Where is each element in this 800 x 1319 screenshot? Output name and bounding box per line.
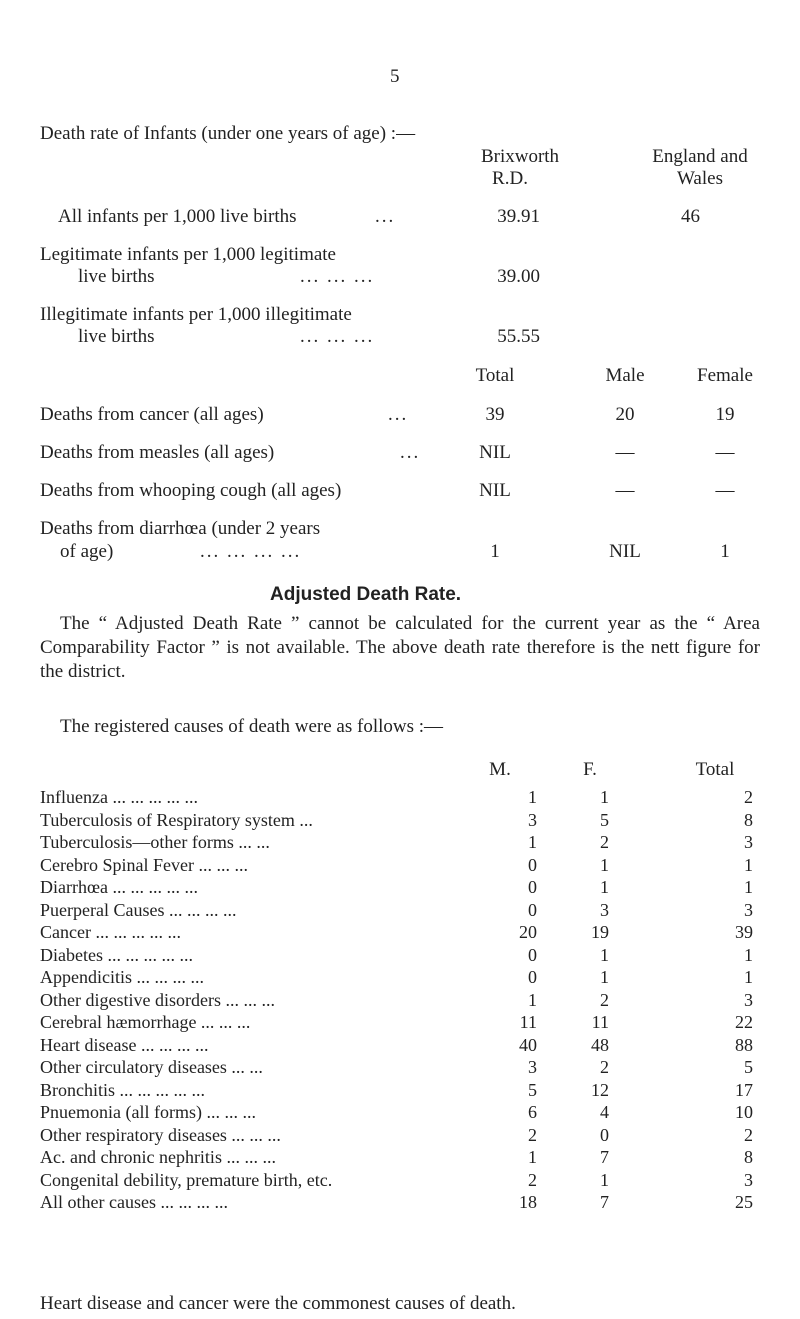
diarrhoea-female: 1: [720, 541, 730, 562]
cause-total: 8: [744, 1147, 753, 1167]
cause-total: 3: [744, 1170, 753, 1190]
adjusted-heading: Adjusted Death Rate.: [270, 584, 462, 605]
cause-label: Heart disease ... ... ... ...: [40, 1035, 209, 1055]
cause-total: 22: [735, 1012, 753, 1032]
deaths-row-label: Deaths from cancer (all ages): [40, 404, 264, 425]
deaths-row-female: —: [715, 442, 735, 463]
cause-total: 1: [744, 945, 753, 965]
cause-label: Diabetes ... ... ... ... ...: [40, 945, 193, 965]
cause-f: 19: [591, 922, 609, 942]
illegitimate-brixworth: 55.55: [497, 326, 540, 347]
cause-label: Bronchitis ... ... ... ... ...: [40, 1080, 205, 1100]
cause-m: 1: [528, 1147, 537, 1167]
cause-m: 2: [528, 1125, 537, 1145]
cause-label: Tuberculosis—other forms ... ...: [40, 832, 270, 852]
causes-header-total: Total: [695, 759, 735, 780]
all-infants-dots: ...: [375, 206, 396, 227]
cause-total: 3: [744, 900, 753, 920]
infant-section-title: Death rate of Infants (under one years of age) :—: [40, 123, 416, 144]
illegitimate-label-line1: Illegitimate infants per 1,000 illegitimate: [40, 304, 352, 325]
cause-f: 1: [600, 787, 609, 807]
deaths-header-total: Total: [475, 365, 515, 386]
cause-label: Appendicitis ... ... ... ...: [40, 967, 204, 987]
all-infants-label: All infants per 1,000 live births: [58, 206, 297, 227]
illegitimate-label-line2: live births: [78, 326, 155, 347]
cause-f: 1: [600, 1170, 609, 1190]
deaths-row-label: Deaths from whooping cough (all ages): [40, 480, 342, 501]
cause-f: 1: [600, 945, 609, 965]
diarrhoea-label-line2: of age): [60, 541, 114, 562]
cause-label: Ac. and chronic nephritis ... ... ...: [40, 1147, 276, 1167]
cause-f: 1: [600, 967, 609, 987]
cause-m: 40: [519, 1035, 537, 1055]
cause-total: 3: [744, 832, 753, 852]
cause-f: 12: [591, 1080, 609, 1100]
adjusted-paragraph: The “ Adjusted Death Rate ” cannot be calculated for the current year as the “ Area Comparability Factor ” is not available. The above death rate therefore is the nett figure for the district.: [40, 613, 760, 682]
cause-total: 25: [735, 1192, 753, 1212]
deaths-row-total: NIL: [479, 480, 511, 501]
cause-label: All other causes ... ... ... ...: [40, 1192, 228, 1212]
illegitimate-dots: ... ... ...: [300, 326, 375, 347]
cause-total: 8: [744, 810, 753, 830]
cause-label: Cerebro Spinal Fever ... ... ...: [40, 855, 248, 875]
deaths-row-dots: ...: [388, 404, 409, 425]
deaths-header-female: Female: [697, 365, 753, 386]
cause-f: 4: [600, 1102, 609, 1122]
cause-f: 7: [600, 1147, 609, 1167]
cause-m: 18: [519, 1192, 537, 1212]
cause-m: 0: [528, 900, 537, 920]
cause-f: 2: [600, 1057, 609, 1077]
cause-m: 3: [528, 810, 537, 830]
all-infants-england: 46: [681, 206, 700, 227]
cause-total: 1: [744, 877, 753, 897]
cause-f: 11: [591, 1012, 609, 1032]
deaths-row-male: —: [615, 442, 635, 463]
cause-m: 0: [528, 877, 537, 897]
cause-m: 2: [528, 1170, 537, 1190]
cause-label: Tuberculosis of Respiratory system ...: [40, 810, 313, 830]
legitimate-label-line1: Legitimate infants per 1,000 legitimate: [40, 244, 336, 265]
diarrhoea-dots: ... ... ... ...: [200, 541, 302, 562]
all-infants-brixworth: 39.91: [497, 206, 540, 227]
cause-total: 3: [744, 990, 753, 1010]
england-header-line1: England and: [652, 146, 748, 167]
brixworth-header-line2: R.D.: [492, 168, 528, 189]
deaths-row-total: NIL: [479, 442, 511, 463]
causes-header-m: M.: [489, 759, 511, 780]
cause-m: 5: [528, 1080, 537, 1100]
cause-total: 1: [744, 967, 753, 987]
diarrhoea-total: 1: [490, 541, 500, 562]
cause-f: 48: [591, 1035, 609, 1055]
cause-f: 1: [600, 877, 609, 897]
cause-f: 2: [600, 832, 609, 852]
cause-f: 3: [600, 900, 609, 920]
legitimate-label-line2: live births: [78, 266, 155, 287]
causes-header-f: F.: [583, 759, 597, 780]
cause-m: 6: [528, 1102, 537, 1122]
cause-f: 1: [600, 855, 609, 875]
diarrhoea-label-line1: Deaths from diarrhœa (under 2 years: [40, 518, 321, 539]
cause-label: Pnuemonia (all forms) ... ... ...: [40, 1102, 256, 1122]
cause-m: 1: [528, 787, 537, 807]
cause-total: 1: [744, 855, 753, 875]
deaths-row-female: —: [715, 480, 735, 501]
cause-label: Influenza ... ... ... ... ...: [40, 787, 198, 807]
cause-f: 2: [600, 990, 609, 1010]
diarrhoea-male: NIL: [609, 541, 641, 562]
cause-total: 88: [735, 1035, 753, 1055]
cause-label: Cancer ... ... ... ... ...: [40, 922, 181, 942]
cause-label: Other respiratory diseases ... ... ...: [40, 1125, 281, 1145]
cause-total: 17: [735, 1080, 753, 1100]
cause-label: Other digestive disorders ... ... ...: [40, 990, 275, 1010]
cause-f: 0: [600, 1125, 609, 1145]
england-header-line2: Wales: [677, 168, 723, 189]
brixworth-header-line1: Brixworth: [480, 146, 560, 167]
legitimate-brixworth: 39.00: [497, 266, 540, 287]
cause-m: 20: [519, 922, 537, 942]
cause-m: 1: [528, 990, 537, 1010]
cause-label: Congenital debility, premature birth, etc.: [40, 1170, 333, 1190]
deaths-header-male: Male: [605, 365, 645, 386]
cause-m: 11: [519, 1012, 537, 1032]
causes-intro: The registered causes of death were as follows :—: [60, 716, 444, 737]
deaths-row-dots: ...: [400, 442, 421, 463]
cause-label: Cerebral hæmorrhage ... ... ...: [40, 1012, 251, 1032]
cause-m: 3: [528, 1057, 537, 1077]
cause-m: 1: [528, 832, 537, 852]
legitimate-dots: ... ... ...: [300, 266, 375, 287]
cause-f: 5: [600, 810, 609, 830]
footer-summary: Heart disease and cancer were the commonest causes of death.: [40, 1293, 516, 1314]
deaths-row-total: 39: [485, 404, 505, 425]
deaths-row-label: Deaths from measles (all ages): [40, 442, 275, 463]
cause-label: Puerperal Causes ... ... ... ...: [40, 900, 237, 920]
cause-total: 2: [744, 1125, 753, 1145]
cause-m: 0: [528, 945, 537, 965]
cause-m: 0: [528, 967, 537, 987]
cause-m: 0: [528, 855, 537, 875]
cause-total: 10: [735, 1102, 753, 1122]
cause-total: 2: [744, 787, 753, 807]
deaths-row-female: 19: [715, 404, 735, 425]
cause-total: 39: [735, 922, 753, 942]
cause-f: 7: [600, 1192, 609, 1212]
cause-label: Other circulatory diseases ... ...: [40, 1057, 263, 1077]
cause-total: 5: [744, 1057, 753, 1077]
deaths-row-male: —: [615, 480, 635, 501]
page-number: 5: [390, 66, 400, 87]
deaths-row-male: 20: [615, 404, 635, 425]
cause-label: Diarrhœa ... ... ... ... ...: [40, 877, 198, 897]
